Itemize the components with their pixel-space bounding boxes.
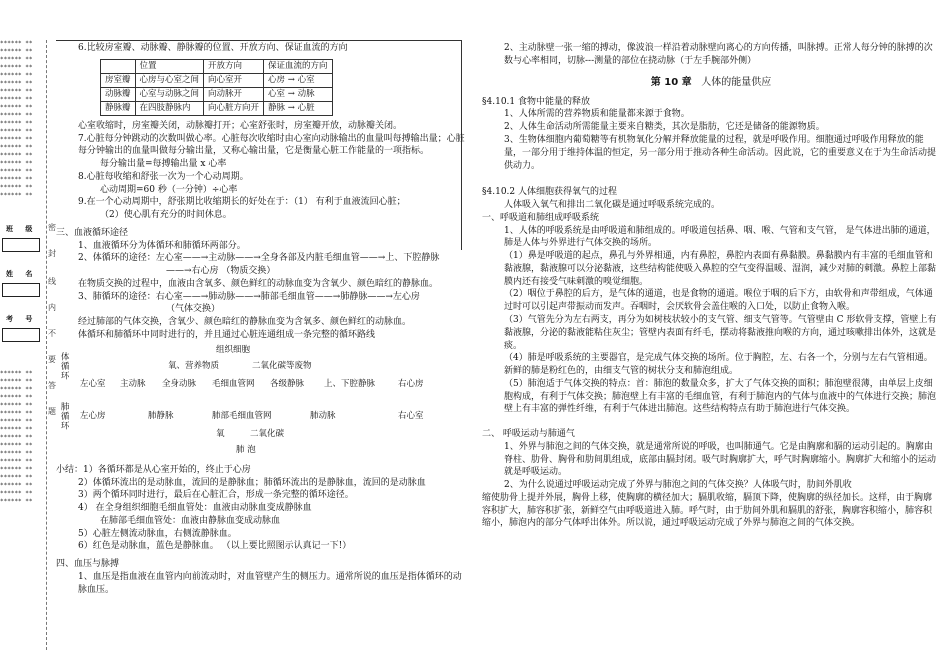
q6-note: 心室收缩时，房室瓣关闭，动脉瓣打开；心室舒张时，房室瓣开放，动脉瓣关闭。 (78, 120, 403, 131)
summary-item: 在肺部毛细血管处：血液由静脉血变成动脉血 (100, 515, 281, 526)
subsection-1-title: 一、呼吸道和肺组成呼吸系统 (482, 212, 600, 223)
seal-char: 要 (48, 355, 56, 364)
seal-char: 封 (48, 249, 56, 258)
blood-pressure: 1、血压是指血液在血管内向前流动时，对血管壁产生的侧压力。通常所说的血压是指体循环的动脉血压。 (78, 571, 462, 595)
table-row: 房室瓣 心房与心室之间 向心室开 心房 → 心室 (101, 73, 333, 87)
seal-char: 不 (48, 329, 56, 338)
summary-item: 2）体循环流出的是动脉血，流回的是静脉血；肺循环流出的是静脉血，流回的是动脉血 (78, 477, 426, 488)
q7-formula: 每分输出量=每搏输出量 x 心率 (100, 159, 227, 170)
respiratory-item: （4）肺是呼吸系统的主要器官，是完成气体交换的场所。位于胸腔，左、右各一个，分别与左右气管相通。新鲜的肺是粉红色的，由细支气管的树状分支和肺泡组成。 (504, 353, 933, 377)
circulation-3-tail: （气体交换） (166, 304, 221, 315)
respiratory-item: 1、人体的呼吸系统是由呼吸道和肺组成的。呼吸道包括鼻、咽、喉、气管和支气管， 是气体进出肺的通道，肺是人体与外界进行气体交换的场所。 (504, 225, 936, 249)
circulation-2-tail: ——→右心房 （物质交换） (166, 266, 276, 277)
binding-margin (0, 40, 56, 650)
diagram-node: 右心室 (398, 410, 424, 421)
chapter-number: 第 10 章 (650, 76, 692, 88)
breathing-item: 缩使肋骨上提并外展，胸骨上移，使胸廓的横径加大；膈肌收缩，膈顶下降，使胸廓的纵径加长。这样，由于胸廓容积扩大，肺容积扩张，新鲜空气由呼吸道进入肺。呼气时，由于肋间外肌和膈肌的舒张，胸廓容积缩小，肺容积缩小，肺泡内的部分气体呼出体外。所以说，通过呼吸运动完成了外界与肺泡之间的气体交换。 (482, 492, 933, 529)
breathing-item: 2、为什么说通过呼吸运动完成了外界与肺泡之间的气体交换？人体吸气时，肋间外肌收 (504, 480, 852, 491)
respiratory-item: （3）气管先分为左右两支，再分为如树枝状较小的支气管、细支气管等。气管壁由 C 形软骨支撑，管壁上有黏液腺，分泌的黏液能粘住灰尘；管壁内表面有纤毛，摆动将黏液推向喉的方向，通过咳嗽排出体外，这就是痰。 (504, 314, 937, 351)
diagram-node: 左心房 (80, 410, 106, 421)
name-label: 姓 名 (6, 270, 38, 278)
circulation-3: 3、肺循环的途径：右心室——→肺动脉——→肺部毛细血管——→肺静脉——→左心房 (78, 291, 420, 302)
diagram-node: 肺部毛细血管网 (212, 410, 272, 421)
table-row: 位置 开放方向 保证血流的方向 (101, 59, 333, 73)
tissue-cell-label: 组织细胞 (216, 344, 251, 355)
circulation-3-note: 经过肺部的气体交换，含氧少、颜色暗红的静脉血变为含氧多、颜色鲜红的动脉血。 (78, 317, 412, 328)
circulation-2-note: 在物质交换的过程中，血液由含氧多、颜色鲜红的动脉血变为含氧少、颜色暗红的静脉血。 (78, 278, 439, 289)
section-3-title: 三、血液循环途径 (56, 227, 129, 238)
section-2-intro: 人体吸入氧气和排出二氧化碳是通过呼吸系统完成的。 (504, 200, 721, 211)
energy-item: 1、人体所需的营养物质和能量都来源于食物。 (504, 109, 690, 120)
summary-item: 3）两个循环同时进行，最后在心脏汇合，形成一条完整的循环途径。 (78, 490, 354, 501)
respiratory-item: （5）肺泡适于气体交换的特点：首：肺泡的数量众多，扩大了气体交换的面积；肺泡壁很薄，由单层上皮细胞构成，有利于气体交换；肺泡壁上有丰富的毛细血管，有利于肺泡内的气体与血液中的气体进行交换；肺泡壁上有丰富的弹性纤维，有利于气体进出肺泡。这些结构特点有助于肺泡进行气体交换。 (504, 378, 937, 415)
diagram-node: 各级静脉 (270, 378, 305, 389)
q8-formula: 心动周期=60 秒（一分钟）÷心率 (100, 184, 238, 195)
alveoli-label: 肺 泡 (236, 444, 256, 455)
q9-part2: （2）使心肌有充分的时间休息。 (100, 210, 232, 221)
q7: 7.心脏每分钟跳动的次数叫做心率。心脏每次收缩时由心室向动脉输出的血量叫每搏输出量；心脏每分钟输出的血量叫做每分输出量，又称心输出量，它是衡量心脏工作能量的一项指标。 (78, 133, 465, 157)
seal-char: 线 (48, 277, 56, 286)
star-pattern-top: ****** ** ****** ** ****** ** ****** ** ****** ** ****** ** ****** ** ****** ** ****** ** ****** ** ****** ** ****** ** ****** ** ****** ** ****** ** ****** ** ****** ** ****** ** ****** ** ****** ** (0, 40, 33, 199)
diagram-node: 全身动脉 (162, 378, 197, 389)
chapter-title: 人体的能量供应 (701, 76, 772, 88)
seal-char: 密 (48, 223, 56, 232)
systemic-label: 体循环 (59, 351, 70, 381)
chapter-heading (482, 76, 940, 90)
diagram-node: 肺静脉 (148, 410, 174, 421)
co2-label: 二氧化碳 (250, 428, 285, 439)
circulation-1: 1、血液循环分为体循环和肺循环两部分。 (78, 240, 246, 251)
circulation-3-note2: 体循环和肺循环中同时进行的，并且通过心脏连通组成一条完整的循环路线 (78, 330, 376, 341)
respiratory-item: （2）咽位于鼻腔的后方，是气体的通道，也是食物的通道。喉位于咽的后下方，由软骨和声带组成，气体通过时可以引起声带振动而发声。吞咽时，会厌软骨会盖住喉的入口处，以防止食物入喉。 (504, 289, 933, 313)
seal-char: 答 (48, 381, 56, 390)
oxygen-label: 氧 (216, 428, 225, 439)
table-row: 静脉瓣 在四肢静脉内 向心脏方向开 静脉 → 心脏 (101, 101, 333, 115)
nutrient-label: 氧、营养物质 (168, 360, 220, 371)
valve-table (100, 59, 333, 116)
seal-char: 题 (48, 407, 56, 416)
diagram-node: 毛细血管网 (212, 378, 255, 389)
right-column (482, 42, 940, 530)
circulation-diagram (56, 344, 466, 462)
diagram-node: 左心室 (80, 378, 106, 389)
number-label: 考 号 (6, 315, 38, 323)
respiratory-item: （1）鼻是呼吸道的起点，鼻孔与外界相通，内有鼻腔，鼻腔内表面有鼻黏膜。鼻黏膜内有丰富的毛细血管和黏液腺，黏液腺可以分泌黏液，这些结构能使吸入鼻腔的空气变得温暖、湿润，减少对肺的刺激。鼻腔上部黏膜内还有接受气味刺激的嗅觉细胞。 (504, 251, 937, 287)
q8: 8.心脏每收缩和舒张一次为一个心动周期。 (78, 171, 249, 182)
breathing-item: 1、外界与肺泡之间的气体交换，就是通常所说的呼吸，也叫肺通气。它是由胸廓和膈的运动引起的。胸廓由脊柱、肋骨、胸骨和肋间肌组成，底部由膈封闭。吸气时胸廓扩大，呼气时胸廓缩小。胸廓扩大和缩小的运动就是呼吸运动。 (504, 441, 937, 478)
star-pattern-bottom: ****** ** ****** ** ****** ** ****** ** ****** ** ****** ** ****** ** ****** ** ****** ** ****** ** ****** ** ****** ** ****** ** ****** ** ****** ** ****** ** ****** ** (0, 370, 33, 505)
q6-title: 6.比较房室瓣、动脉瓣、静脉瓣的位置、开放方向、保证血流的方向 (78, 43, 348, 53)
class-label: 班 级 (6, 225, 38, 233)
energy-item: 2、人体生命活动所需能量主要来自糖类，其次是脂肪，它还是储备的能源物质。 (504, 122, 825, 133)
summary-item: 5）心脏左侧流动脉血，右侧流静脉血。 (78, 528, 237, 539)
diagram-node: 右心房 (398, 378, 424, 389)
diagram-node: 主动脉 (120, 378, 146, 389)
section-4-title: 四、血压与脉搏 (56, 559, 120, 570)
summary-item: 4） 在全身组织细胞毛细血管处：血液由动脉血变成静脉血 (78, 503, 312, 514)
left-column (56, 42, 466, 596)
q9: 9.在一个心动周期中，舒张期比收缩期长的好处在于：（1） 有利于血液流回心脏； (78, 197, 406, 208)
diagram-node: 肺动脉 (310, 410, 336, 421)
binding-dashed-line (46, 40, 47, 650)
top-rule (56, 40, 462, 41)
subsection-2-title: 二、 呼吸运动与肺通气 (482, 429, 575, 440)
waste-label: 二氧化碳等废物 (252, 360, 312, 371)
pulse: 2、主动脉壁一张一缩的搏动，像波浪一样沿着动脉壁向离心的方向传播，叫脉搏。正常人每分钟的脉搏的次数与心率相同，切脉---测量的部位在挠动脉（于左手腕部外侧） (504, 43, 933, 66)
name-field[interactable] (2, 283, 40, 297)
seal-char: 内 (48, 303, 56, 312)
class-field[interactable] (2, 238, 40, 252)
section-2-title: §4.10.2 人体细胞获得氧气的过程 (482, 187, 617, 198)
pulmonary-label: 肺循环 (59, 401, 70, 431)
circulation-2: 2、体循环的途径：左心室——→主动脉——→全身各部及内脏毛细血管——→上、下腔静脉 (78, 253, 440, 264)
energy-item: 3、生物体细胞内葡萄糖等有机物氧化分解并释放能量的过程，就是呼吸作用。细胞通过呼吸作用释放的能量，一部分用于维持体温的恒定，另一部分用于推动各种生命活动。因此说，它的重要意义在于为生命活动提供动力。 (504, 135, 937, 171)
table-row: 动脉瓣 心室与动脉之间 向动脉开 心室 → 动脉 (101, 87, 333, 101)
diagram-node: 上、下腔静脉 (324, 378, 376, 389)
section-1-title: §4.10.1 食物中能量的释放 (482, 96, 590, 107)
summary-item: 6）红色是动脉血，蓝色是静脉血。 （以上要比照图示认真记一下!） (78, 541, 352, 552)
number-field[interactable] (2, 328, 40, 342)
summary-title: 小结：1）各循环都是从心室开始的，终止于心房 (56, 464, 251, 475)
